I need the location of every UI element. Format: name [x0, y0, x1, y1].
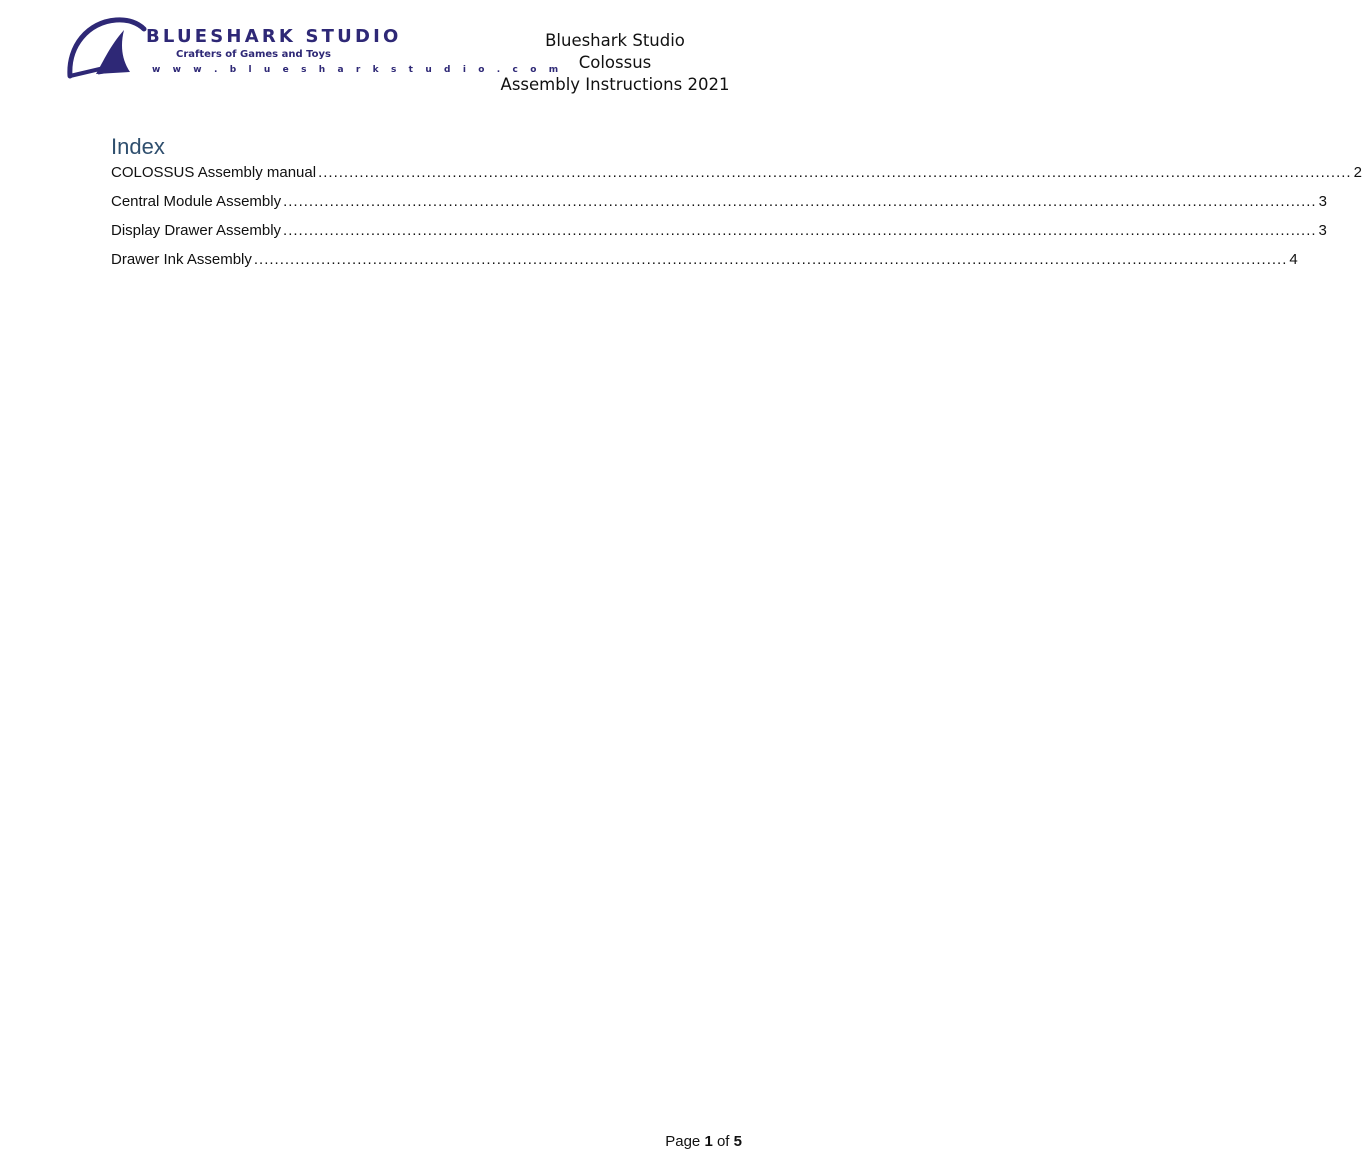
toc-entry-label: Display Drawer Assembly: [111, 222, 282, 239]
footer-current-page: 1: [704, 1133, 713, 1150]
toc-entry-page: 3: [1318, 193, 1327, 210]
toc-leader-dots: ........................................................................................................................................................................................................: [318, 164, 1352, 181]
toc-entry-label: Central Module Assembly: [111, 193, 282, 210]
header-company: Blueshark Studio: [545, 31, 685, 50]
toc-entry-page: 3: [1318, 222, 1327, 239]
toc-leader-dots: ........................................................................................................................................................................................................: [253, 251, 1288, 268]
footer-of-label: of: [716, 1133, 730, 1150]
header-document-title: Assembly Instructions 2021: [500, 75, 730, 94]
blueshark-logo: [64, 16, 563, 82]
toc-entry-page: 4: [1289, 251, 1298, 268]
toc-entry[interactable]: [111, 193, 1327, 222]
toc-entry[interactable]: [111, 164, 1362, 193]
document-header: [480, 30, 750, 96]
footer-total-pages: 5: [733, 1133, 742, 1150]
footer-page-prefix: Page: [665, 1133, 701, 1150]
logo-url: w w w . b l u e s h a r k s t u d i o . c o m: [152, 65, 563, 75]
toc-entry-page: 2: [1353, 164, 1362, 181]
toc-entry[interactable]: [111, 251, 1298, 280]
index-heading: Index: [111, 134, 165, 159]
toc-entry[interactable]: [111, 222, 1327, 251]
header-product: Colossus: [578, 53, 652, 72]
shark-fin-icon: [64, 16, 148, 82]
table-of-contents: [111, 164, 1362, 280]
toc-entry-label: COLOSSUS Assembly manual: [111, 164, 317, 181]
toc-leader-dots: ........................................................................................................................................................................................................: [283, 222, 1317, 239]
logo-tagline: Crafters of Games and Toys: [176, 49, 331, 60]
toc-entry-label: Drawer Ink Assembly: [111, 251, 252, 268]
toc-leader-dots: ........................................................................................................................................................................................................: [283, 193, 1317, 210]
page-number-footer: [665, 1133, 742, 1150]
logo-name: BLUESHARK STUDIO: [146, 26, 402, 47]
